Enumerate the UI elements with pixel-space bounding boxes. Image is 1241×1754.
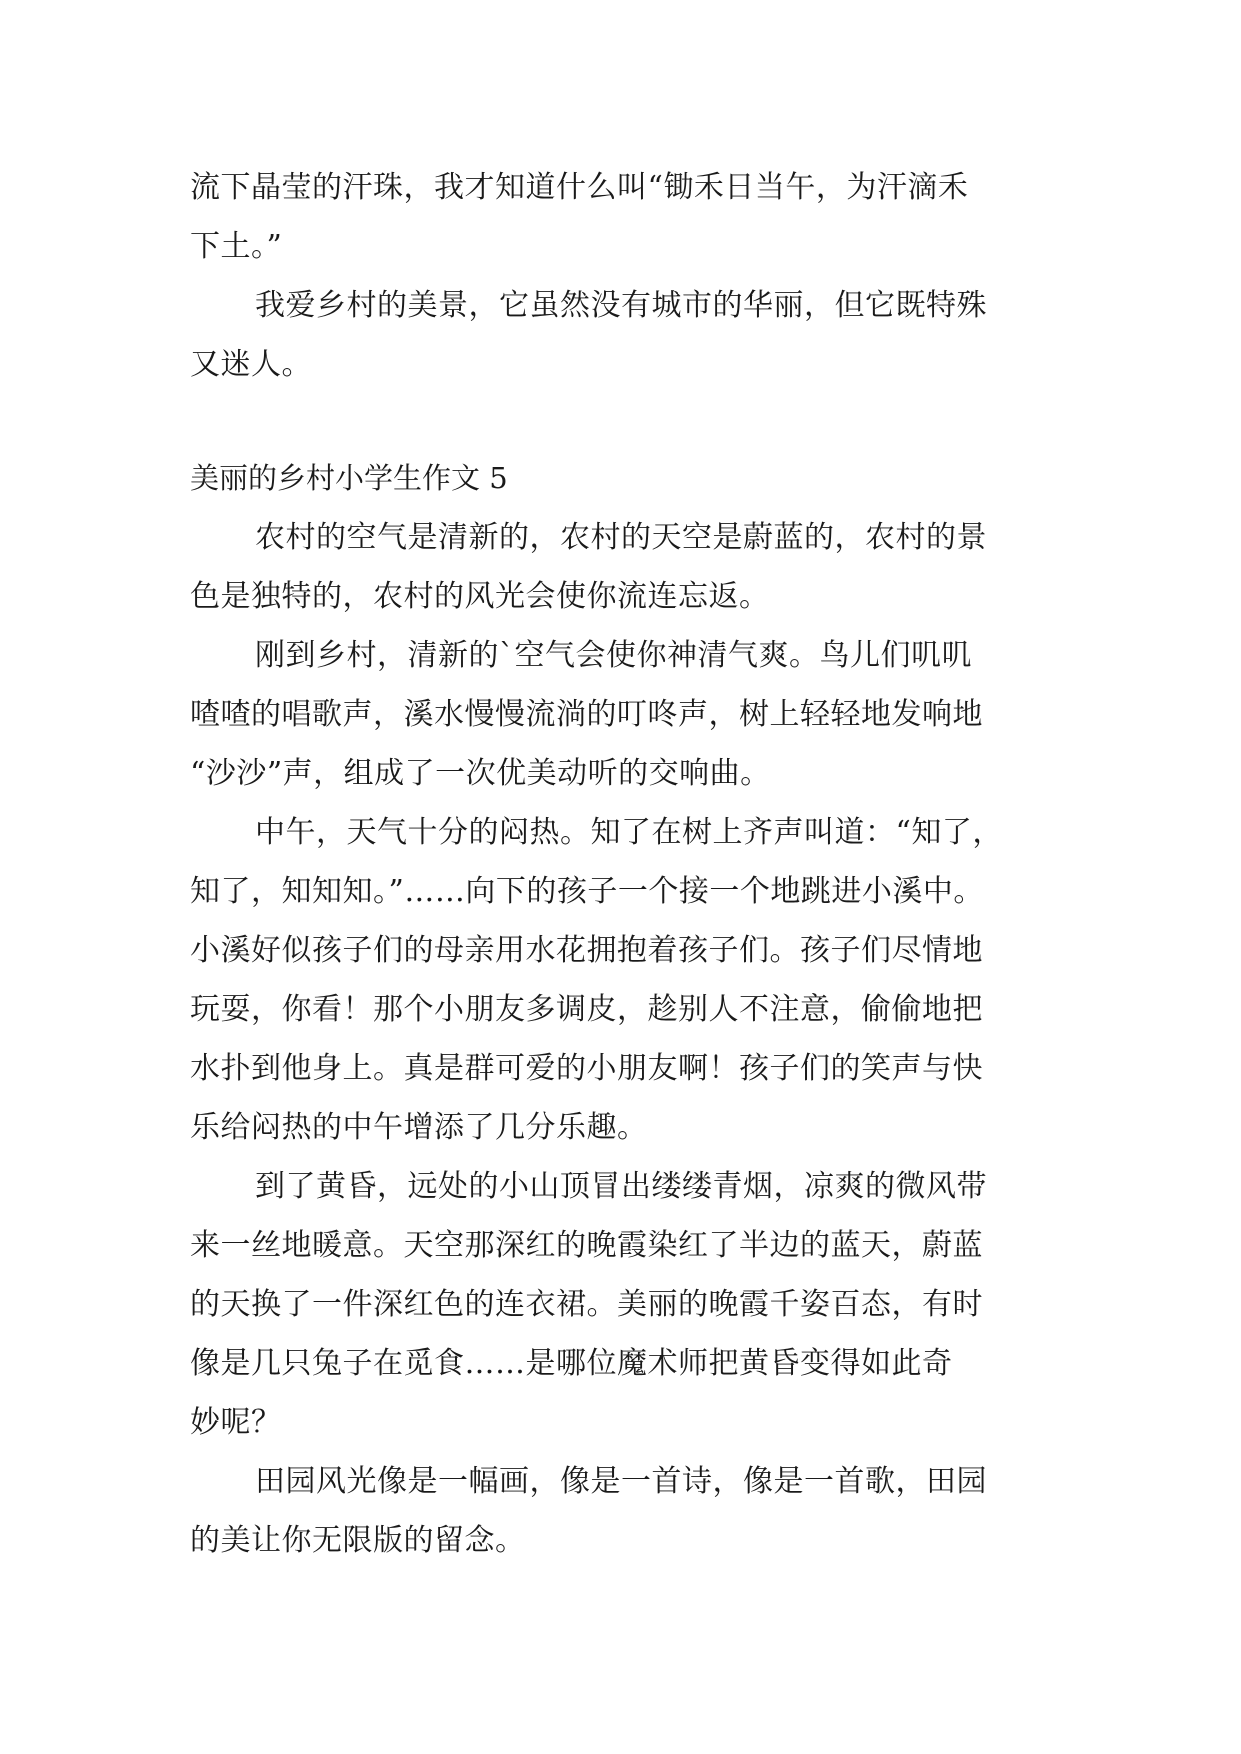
paragraph-line: 刚到乡村，清新的`空气会使你神清气爽。鸟儿们叽叽 xyxy=(255,638,972,673)
paragraph-line: 的美让你无限版的留念。 xyxy=(190,1523,526,1558)
paragraph-line: 妙呢？ xyxy=(190,1405,282,1440)
section-heading: 美丽的乡村小学生作文 5 xyxy=(190,461,508,495)
paragraph-line: “沙沙”声，组成了一次优美动听的交响曲。 xyxy=(190,756,771,791)
document-body xyxy=(190,158,1050,1570)
paragraph-line: 农村的空气是清新的，农村的天空是蔚蓝的，农村的景 xyxy=(255,520,987,555)
paragraph-line: 我爱乡村的美景，它虽然没有城市的华丽，但它既特殊 xyxy=(255,288,987,323)
paragraph-line: 水扑到他身上。真是群可爱的小朋友啊！孩子们的笑声与快 xyxy=(190,1051,983,1086)
paragraph-line: 知了，知知知。”……向下的孩子一个接一个地跳进小溪中。 xyxy=(190,874,984,909)
section-gap xyxy=(190,394,1050,449)
paragraph-line: 像是几只兔子在觅食……是哪位魔术师把黄昏变得如此奇 xyxy=(190,1346,953,1381)
paragraph-line: 玩耍，你看！那个小朋友多调皮，趁别人不注意，偷偷地把 xyxy=(190,992,983,1027)
paragraph-line: 喳喳的唱歌声，溪水慢慢流淌的叮咚声，树上轻轻地发响地 xyxy=(190,697,983,732)
paragraph-line: 田园风光像是一幅画，像是一首诗，像是一首歌，田园 xyxy=(255,1464,987,1499)
paragraph-line: 下土。” xyxy=(190,229,283,264)
paragraph-line: 乐给闷热的中午增添了几分乐趣。 xyxy=(190,1110,648,1145)
paragraph-line: 小溪好似孩子们的母亲用水花拥抱着孩子们。孩子们尽情地 xyxy=(190,933,983,968)
paragraph-line: 来一丝地暖意。天空那深红的晚霞染红了半边的蓝天，蔚蓝 xyxy=(190,1228,983,1263)
paragraph-line: 到了黄昏，远处的小山顶冒出缕缕青烟，凉爽的微风带 xyxy=(255,1169,987,1204)
paragraph-line: 色是独特的，农村的风光会使你流连忘返。 xyxy=(190,579,770,614)
paragraph-line: 的天换了一件深红色的连衣裙。美丽的晚霞千姿百态，有时 xyxy=(190,1287,983,1322)
paragraph-line: 中午，天气十分的闷热。知了在树上齐声叫道：“知了， xyxy=(255,815,1003,850)
paragraph-line: 又迷人。 xyxy=(190,347,312,382)
paragraph-line: 流下晶莹的汗珠，我才知道什么叫“锄禾日当午，为汗滴禾 xyxy=(190,170,969,205)
